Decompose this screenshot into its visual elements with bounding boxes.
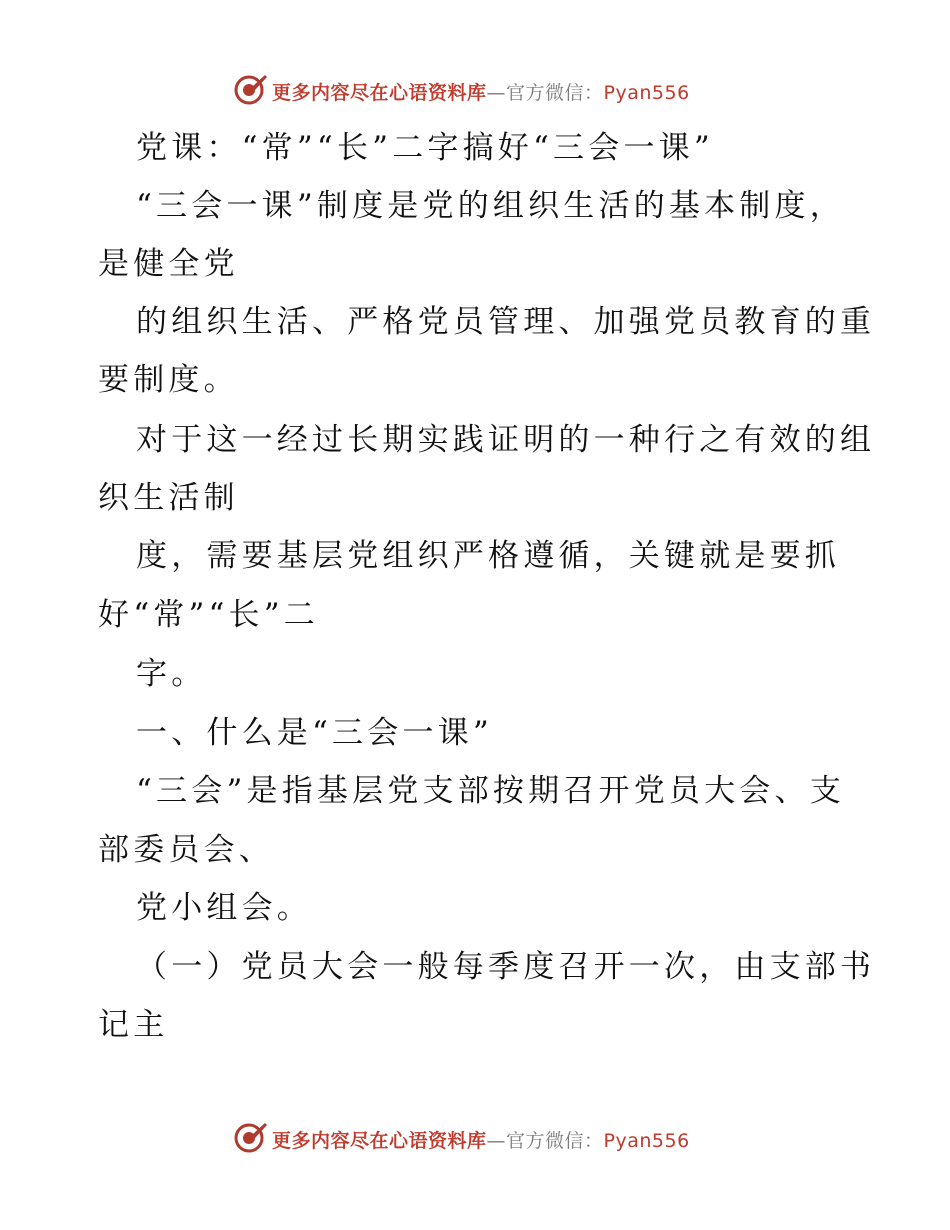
banner-site-name: 更多内容尽在心语资料库 (272, 1130, 487, 1152)
banner-text (272, 1126, 690, 1153)
paragraph-line: 是健全党 (98, 246, 239, 282)
paragraph-line: 的组织生活、严格党员管理、加强党员教育的重 (136, 304, 876, 340)
paragraph-line: “三会”是指基层党支部按期召开党员大会、支 (136, 773, 845, 809)
banner-wechat-id: Pyan556 (603, 82, 690, 104)
banner-wechat-label: —官方微信： (486, 82, 604, 104)
banner-text (272, 78, 690, 105)
paragraph-line: 党小组会。 (136, 890, 312, 926)
paragraph-line: 好“常”“长”二 (98, 597, 319, 633)
header-banner (0, 72, 950, 112)
document-title: 党课：“常”“长”二字搞好“三会一课” (136, 130, 714, 166)
paragraph-line: 要制度。 (98, 362, 239, 398)
paragraph-line: 织生活制 (98, 480, 239, 516)
paragraph-line: “三会一课”制度是党的组织生活的基本制度， (136, 188, 845, 224)
paragraph-line: 对于这一经过长期实践证明的一种行之有效的组 (136, 422, 876, 458)
banner-wechat-label: —官方微信： (486, 1130, 604, 1152)
pen-logo-icon (234, 72, 268, 106)
pen-logo-icon (234, 1120, 268, 1154)
paragraph-line: 度，需要基层党组织严格遵循，关键就是要抓 (136, 538, 840, 574)
banner-site-name: 更多内容尽在心语资料库 (272, 82, 487, 104)
paragraph-line: （一）党员大会一般每季度召开一次，由支部书 (136, 949, 876, 985)
paragraph-line: 部委员会、 (98, 832, 274, 868)
paragraph-line: 字。 (136, 656, 207, 692)
section-heading: 一、什么是“三会一课” (136, 715, 493, 751)
paragraph-line: 记主 (98, 1007, 169, 1043)
footer-banner (0, 1120, 950, 1160)
banner-wechat-id: Pyan556 (603, 1130, 690, 1152)
